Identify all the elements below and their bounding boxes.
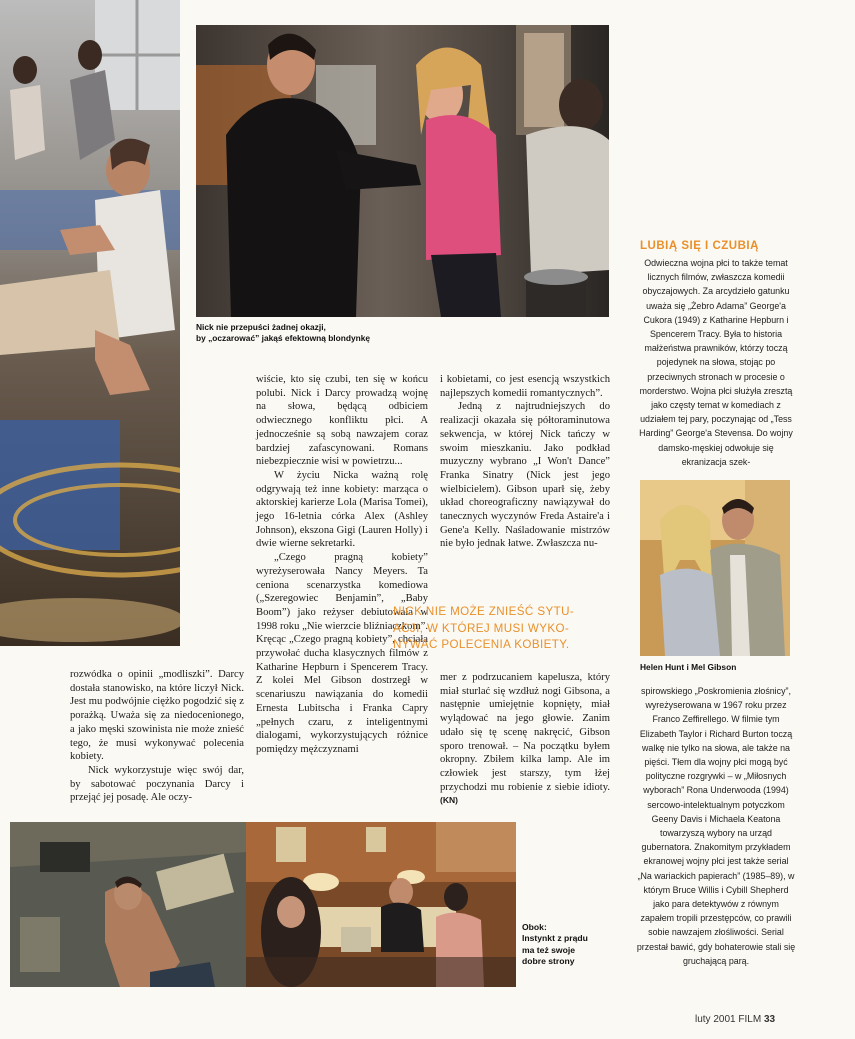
bottom-caption-line3: ma też swoje [522,944,576,955]
side-photo [640,480,790,656]
article-paragraph: wiście, kto się czubi, ten się w końcu polubi. Nick i Darcy prowadzą wojnę na słowa, będącą odbiciem odwiecznego konfliktu płci. A jednocześnie są sobą nawzajem coraz bardziej zafascynowani. Romans niebezpiecznie wisi w powietrzu... [256,374,428,468]
sidebar-text-1 [636,256,796,469]
article-text: mer z podrzucaniem kapelusza, który miał sturlać się wzdłuż nogi Gibsona, a następnie umiejętnie kopnięty, miał wylądować na jego głowie. Zanim udało się tę scenę nakręcić, Gibson sporo trenował. – Na początku byłem okropny. Zbiłem kilka lamp. Ale im człowiek jest starszy, tym łżej przychodzi mu robienie z siebie idioty. [440,672,610,793]
pull-quote-line1: NICK NIE MOŻE ZNIEŚĆ SYTU- [393,605,575,618]
article-paragraph: „Czego pragną kobiety” wyreżyserowała Nancy Meyers. Ta ceniona scenarzystka komediowa („Szeregowiec Benjamin”, „Baby Boom”) jako reżyser debiutowała w 1998 roku „Nie wierzcie bliźniaczkom”. Kręcąc „Czego pragną kobiety”, chciała przywołać ducha klasycznych filmów z Katharine Hepburn i Spencerem Tracy. Z kolei Mel Gibson dostrzegł w scenariuszu nawiązania do komedii Ernesta Lubitscha i Franka Capry „pełnych czaru, z inteligentnymi dialogami, wykorzystujących różnice pomiędzy mężczyznami [256,552,428,755]
page-folio [695,1014,775,1025]
helen-hunt-and-mel-gibson-image [640,480,790,656]
sidebar-paragraph: spirowskiego „Poskromienia złośnicy”, wyreżyserowana w 1967 roku przez Franco Zeffirellego. W filmie tym Elizabeth Taylor i Richard Burton toczą walkę nie tylko na słowa, ale także na pięści. Tłem dla wojny płci mogą być polityczne rozgrywki – w „Miłosnych wyborach” Rona Underwooda (1994) sercowo-intelektualnym potyczkom Geeny Davis i Michaela Keatona towarzyszą wybory na urząd gubernatora. Znakomitym przykładem ekranowej wojny płci jest także serial „Na wariackich papierach” (1985–89), w którym Bruce Willis i Cybill Shepherd jako para detektywów z równym zapałem tropili przestępców, co prawili sobie nawzajem złośliwości. Serial przestał bawić, gdy bohaterowie stali się gruchającą parą. [636,686,796,966]
bottom-left-photo [10,822,246,987]
article-paragraph: i kobietami, co jest esencją wszystkich najlepszych komedii romantycznych”. [440,374,610,399]
article-paragraph: Nick wykorzystuje więc swój dar, by sabotować poczynania Darcy i przejąć jej posadę. Ale oczy- [70,764,244,804]
article-paragraph: W życiu Nicka ważną rolę odgrywają też inne kobiety: marząca o aktorskiej karierze Lola (Marisa Tomei), jego 16-letnia córka Alex (Ashley Johnson), ekszona Gigi (Lauren Holly) i dwie wierne sekretarki. [256,469,428,550]
bottom-photo-caption [522,922,622,968]
yoga-photo [0,0,180,646]
article-paragraph [440,671,610,808]
pull-quote-line2: ACJI, W KTÓREJ MUSI WYKO- [393,621,570,635]
article-column-3a [440,373,610,551]
pull-quote-line3: NYWAĆ POLECENIA KOBIETY. [393,638,570,651]
top-photo [196,25,609,317]
sidebar-paragraph: Odwieczna wojna płci to także temat licznych filmów, zwłaszcza komedii obyczajowych. Za arcydzieło gatunku uważa się „Żebro Adama” George'a Cukora (1949) z Katharine Hepburn i Spencerem Tracy. Była to historia małżeństwa prawników, którzy toczą pojedynek na słowa, stojąc po przeciwnych stronach w procesie o morderstwo. Wojna płci służyła zresztą jako częsty temat w komediach z udziałem tej pary, poczynając od „Tess Harding” George'a Stevensa. Do wojny damsko-męskiej odwołuje się ekranizacja szek- [639,258,793,467]
author-signature: (KN) [440,795,458,806]
article-paragraph: rozwódka o opinii „modliszki”. Darcy dostała stanowisko, na które liczył Nick. Jest mu podwójnie ciężko pogodzić się z porażką. Uważa się za niedocenionego, a jako męski szowinista nie może znieść tego, że musi wykonywać polecenia kobiety. [70,669,244,763]
bottom-caption-line2: Instynkt z prądu [522,933,588,944]
bottom-right-photo [246,822,516,987]
office-party-image [246,822,516,987]
nick-and-blonde-image [196,25,609,317]
side-photo-caption: Helen Hunt i Mel Gibson [640,662,737,672]
top-caption-line2: by „oczarować” jakąś efektowną blondynkę [196,333,371,343]
article-column-2 [256,373,428,757]
sidebar-heading: LUBIĄ SIĘ I CZUBIĄ [640,240,759,252]
pull-quote [393,604,608,654]
top-photo-caption [196,322,496,344]
article-paragraph: Jedną z najtrudniejszych do realizacji okazała się półtoraminutowa sekwencja, w której Nick tańczy w swoim mieszkaniu. Jako podkład muzyczny wybrano „I Won't Dance” Franka Sinatry (Nick jest jego wielbicielem). Gibson uparł się, żeby układ choreograficzny nawiązywał do tanecznych wyczynów Freda Astaire'a i Gene'a Kelly. Naśladowanie mistrzów nie było jednak łatwe. Zwłaszcza nu- [440,401,610,550]
gibson-on-floor-image [10,822,246,987]
article-column-1 [70,668,244,805]
bottom-caption-line4: dobre strony [522,956,575,967]
top-caption-line1: Nick nie przepuści żadnej okazji, [196,322,326,332]
sidebar-text-2 [636,684,796,968]
yoga-class-image [0,0,180,646]
issue-label: luty 2001 FILM [695,1014,762,1025]
page-number: 33 [763,1014,776,1025]
bottom-caption-line1: Obok: [522,922,547,932]
article-column-3b [440,671,610,808]
